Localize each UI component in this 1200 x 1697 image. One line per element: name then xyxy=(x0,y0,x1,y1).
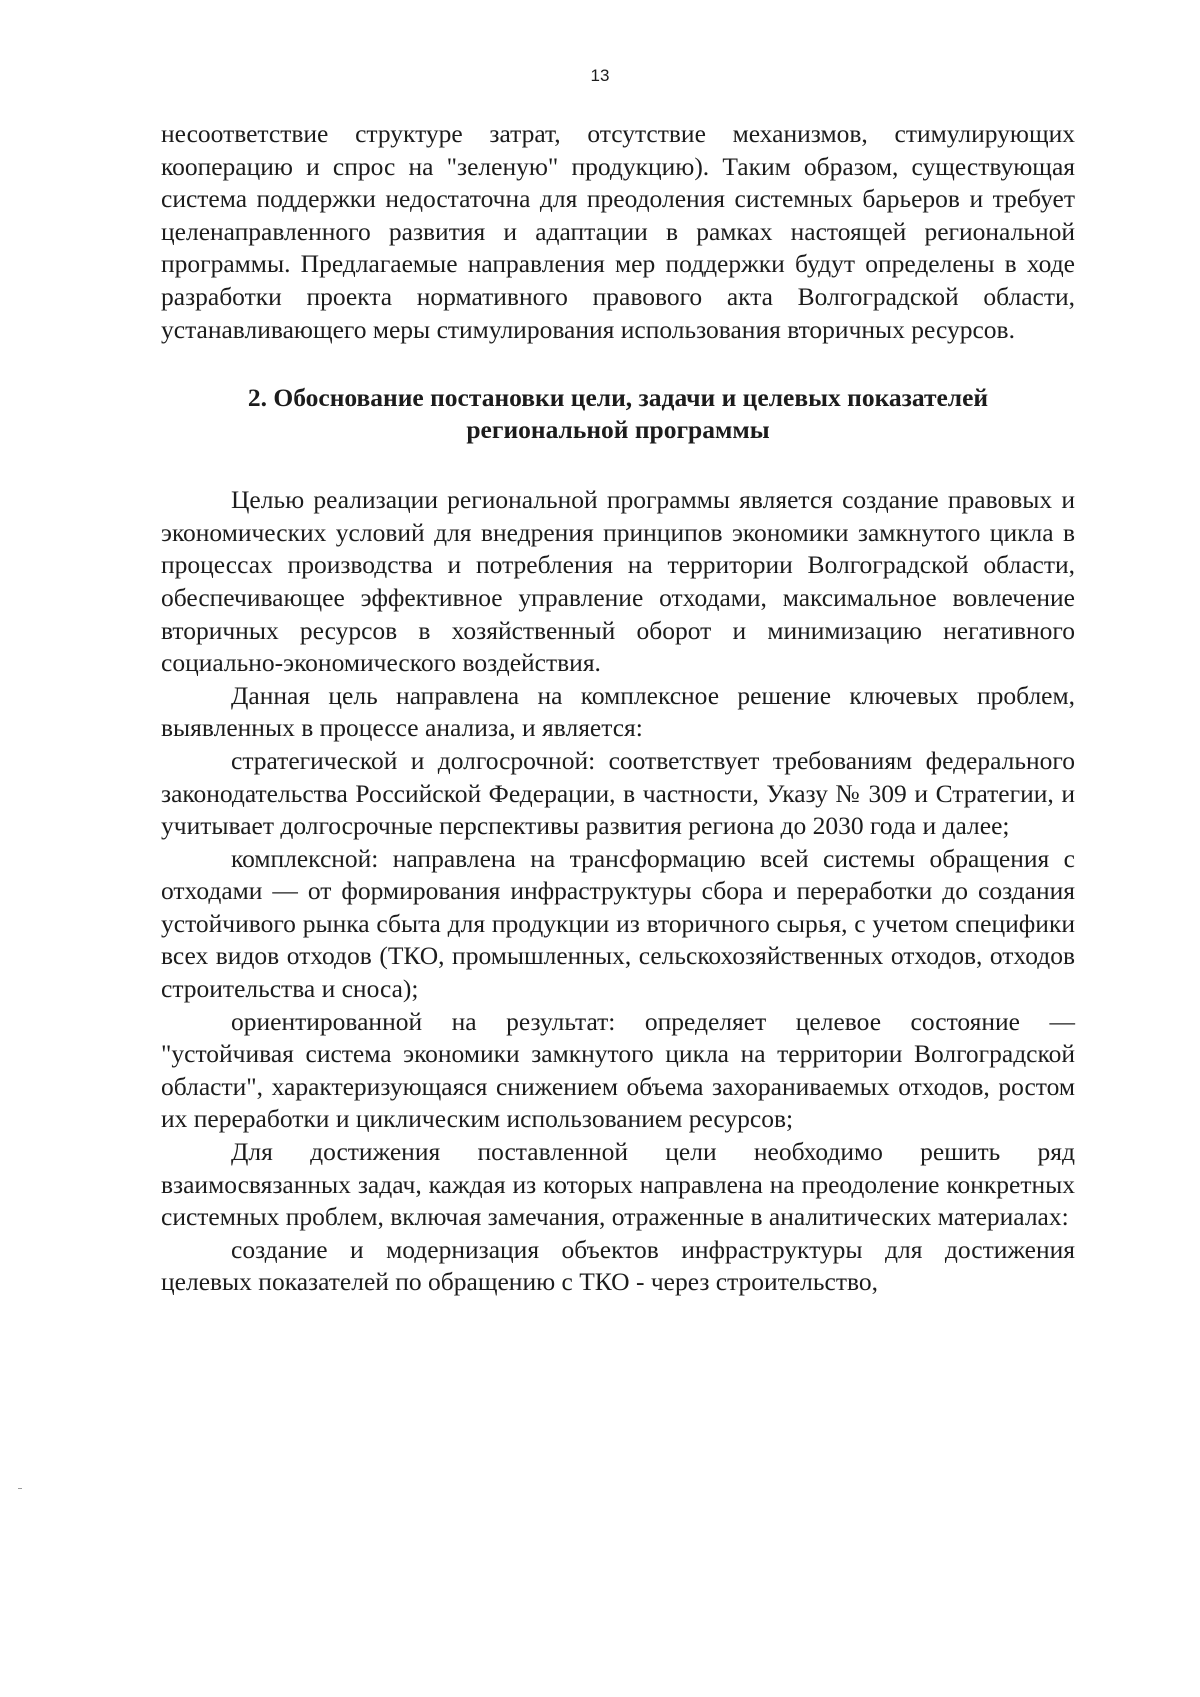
goal-characteristics-intro: Данная цель направлена на комплексное решение ключевых проблем, выявленных в процессе анализа, и является: xyxy=(161,680,1075,743)
characteristic-complex: комплексной: направлена на трансформацию всей системы обращения с отходами — от формирования инфраструктуры сбора и переработки до создания устойчивого рынка сбыта для продукции из вторичного сырья, с учетом специфики всех видов отходов (ТКО, промышленных, сельскохозяйственных отходов, отходов строительства и сноса); xyxy=(161,843,1075,1004)
characteristic-result-oriented: ориентированной на результат: определяет целевое состояние — "устойчивая система экономики замкнутого цикла на территории Волгоградской области", характеризующаяся снижением объема захораниваемых отходов, ростом их переработки и циклическим использованием ресурсов; xyxy=(161,1006,1075,1134)
section-heading-line-2: региональной программы xyxy=(466,415,770,445)
characteristic-strategic: стратегической и долгосрочной: соответствует требованиям федерального законодательства Российской Федерации, в частности, Указу № 309 и Стратегии, и учитывает долгосрочные перспективы развития региона до 2030 года и далее; xyxy=(161,745,1075,841)
intro-paragraph: несоответствие структуре затрат, отсутствие механизмов, стимулирующих кооперацию и спрос на "зеленую" продукцию). Таким образом, существующая система поддержки недостаточна для преодоления системных барьеров и требует целенаправленного развития и адаптации в рамках настоящей региональной программы. Предлагаемые направления мер поддержки будут определены в ходе разработки проекта нормативного правового акта Волгоградской области, устанавливающего меры стимулирования использования вторичных ресурсов. xyxy=(161,119,1075,344)
scan-margin-mark xyxy=(18,1488,22,1489)
page-content xyxy=(161,118,1075,1299)
section-heading-line-1: 2. Обоснование постановки цели, задачи и целевых показателей xyxy=(247,383,989,413)
section-heading xyxy=(161,382,1075,446)
tasks-intro-paragraph: Для достижения поставленной цели необходимо решить ряд взаимосвязанных задач, каждая из которых направлена на преодоление конкретных системных проблем, включая замечания, отраженные в аналитических материалах: xyxy=(161,1137,1075,1232)
goal-paragraph: Целью реализации региональной программы является создание правовых и экономических условий для внедрения принципов экономики замкнутого цикла в процессах производства и потребления на территории Волгоградской области, обеспечивающее эффективное управление отходами, максимальное вовлечение вторичных ресурсов в хозяйственный оборот и минимизацию негативного социально-экономического воздействия. xyxy=(161,485,1075,678)
section-body xyxy=(161,484,1075,1299)
task-infrastructure: создание и модернизация объектов инфраструктуры для достижения целевых показателей по обращению с ТКО - через строительство, xyxy=(161,1234,1075,1297)
page-number: 13 xyxy=(590,66,610,85)
